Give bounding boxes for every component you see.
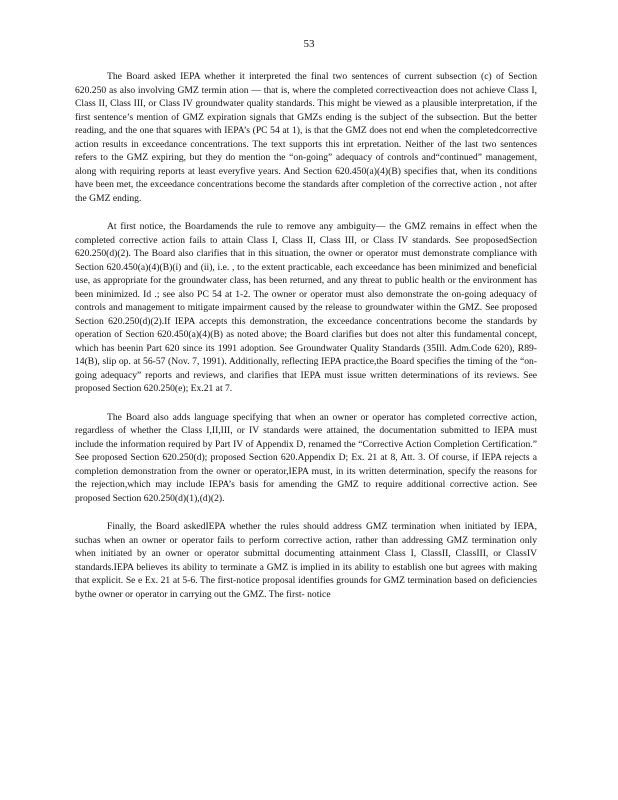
paragraph-iepa-initiated-termination: Finally, the Board askedIEPA whether the rules should address GMZ termination when initiated by IEPA, suchas when an owner or operator fails to perform corrective action, rather than addressing GMZ termination only when initiated by an owner or operator submittal documenting attainment Class I, ClassII, ClassIII, or ClassIV standards.IEPA believes its ability to terminate a GMZ is implied in its ability to establish one but agrees with making that explicit. Se e Ex. 21 at 5-6. The first-notice proposal identifies grounds for GMZ termination based on deficiencies bythe owner or operator in carrying out the GMZ. The first- notice [75, 521, 537, 600]
page-number: 53 [303, 38, 315, 50]
document-body [75, 70, 537, 616]
paragraph-gmz-termination-question: The Board asked IEPA whether it interpreted the final two sentences of current subsection (c) of Section 620.250 as also involving GMZ termin ation — that is, where the completed correctiveaction does not achieve Class I, Class II, Class III, or Class IV groundwater quality standards. This might be viewed as a plausible interpretation, if the first sentence’s mention of GMZ expiration signals that GMZs ending is the subject of the subsection. But the better reading, and the one that squares with IEPA’s (PC 54 at 1), is that the GMZ does not end when the completedcorrective action results in exceedance concentrations. The text supports this int erpretation. Neither of the last two sentences refers to the GMZ expiring, but they do mention the “on-going” adequacy of controls and“continued” management, along with requiring reports at least everyfive years. And Section 620.450(a)(4)(B) specifies that, when its conditions have been met, the exceedance concentrations become the standards after completion of the corrective action , not after the GMZ ending. [75, 71, 537, 204]
paragraph-first-notice-amendment: At first notice, the Boardamends the rule to remove any ambiguity— the GMZ remains in effect when the completed corrective action fails to attain Class I, Class II, Class III, or Class IV standards. See proposedSection 620.250(d)(2). The Board also clarifies that in this situation, the owner or operator must demonstrate compliance with Section 620.450(a)(4)(B)(i) and (ii), i.e. , to the extent practicable, each exceedance has been minimized and beneficial use, as appropriate for the groundwater class, has been returned, and any threat to public health or the environment has been minimized. Id .; see also PC 54 at 1-2. The owner or operator must also demonstrate the on-going adequacy of controls and management to mitigate impairment caused by the release to groundwater within the GMZ. See proposed Section 620.250(d)(2).If IEPA accepts this demonstration, the exceedance concentrations become the standards by operation of Section 620.450(a)(4)(B) as noted above; the Board clarifies but does not alter this fundamental concept, which has beenin Part 620 since its 1991 adoption. See Groundwater Quality Standards (35Ill. Adm.Code 620), R89-14(B), slip op. at 56-57 (Nov. 7, 1991). Additionally, reflecting IEPA practice,the Board specifies the timing of the “on-going adequacy” reports and reviews, and clarifies that IEPA must issue written determinations of its reviews. See proposed Section 620.250(e); Ex.21 at 7. [75, 221, 537, 394]
paragraph-completion-certification: The Board also adds language specifying that when an owner or operator has completed corrective action, regardless of whether the Class I,II,III, or IV standards were attained, the documentation submitted to IEPA must include the information required by Part IV of Appendix D, renamed the “Corrective Action Completion Certification.” See proposed Section 620.250(d); proposed Section 620.Appendix D; Ex. 21 at 8, Att. 3. Of course, if IEPA rejects a completion demonstration from the owner or operator,IEPA must, in its written determination, specify the reasons for the rejection,which may include IEPA’s basis for amending the GMZ to require additional corrective action. See proposed Section 620.250(d)(1),(d)(2). [75, 411, 537, 504]
